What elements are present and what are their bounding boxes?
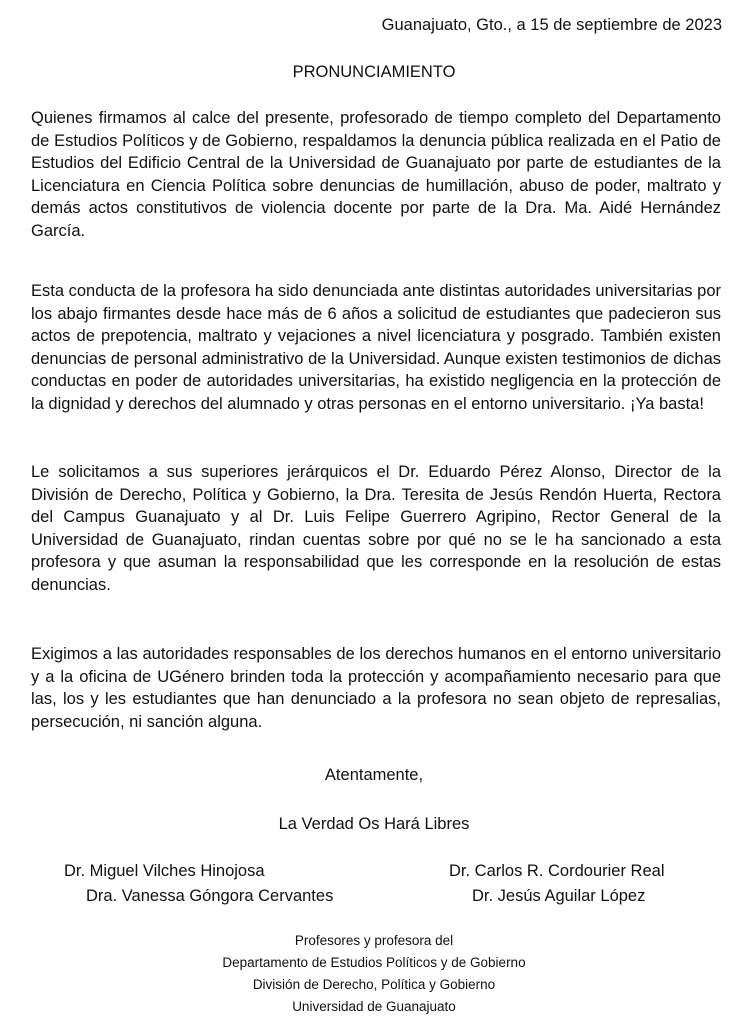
date-line: Guanajuato, Gto., a 15 de septiembre de 2023: [381, 16, 722, 34]
closing-salutation: Atentamente,: [324, 766, 424, 784]
motto: La Verdad Os Hará Libres: [278, 815, 470, 833]
paragraph-4: Exigimos a las autoridades responsables de los derechos humanos en el entorno universitario y a la oficina de UGénero brinden toda la protección y acompañamiento necesario para que las, los y les estudiantes que han denunciado a la profesora no sean objeto de represalias, persecución, ni sanción alguna.: [31, 645, 721, 731]
footer-line-4: Universidad de Guanajuato: [292, 999, 456, 1014]
signatory-2: Dra. Vanessa Góngora Cervantes: [86, 887, 334, 905]
signatory-4: Dr. Jesús Aguilar López: [472, 887, 646, 905]
signatory-1: Dr. Miguel Vilches Hinojosa: [64, 862, 265, 880]
footer-affiliation: [0, 930, 748, 1018]
paragraph-2: Esta conducta de la profesora ha sido denunciada ante distintas autoridades universitarias por los abajo firmantes desde hace más de 6 años a solicitud de estudiantes que padecieron sus actos de prepotencia, maltrato y vejaciones a nivel licenciatura y posgrado. También existen denuncias de personal administrativo de la Universidad. Aunque existen testimonios de dichas conductas en poder de autoridades universitarias, ha existido negligencia en la protección de la dignidad y derechos del alumnado y otras personas en el entorno universitario. ¡Ya basta!: [31, 282, 721, 413]
paragraph-1: Quienes firmamos al calce del presente, profesorado de tiempo completo del Departamento de Estudios Políticos y de Gobierno, respaldamos la denuncia pública realizada en el Patio de Estudios del Edificio Central de la Universidad de Guanajuato por parte de estudiantes de la Licenciatura en Ciencia Política sobre denuncias de humillación, abuso de poder, maltrato y demás actos constitutivos de violencia docente por parte de la Dra. Ma. Aidé Hernández García.: [31, 109, 721, 240]
footer-line-3: División de Derecho, Política y Gobierno: [252, 977, 496, 992]
paragraph-3: Le solicitamos a sus superiores jerárquicos el Dr. Eduardo Pérez Alonso, Director de la División de Derecho, Política y Gobierno, la Dra. Teresita de Jesús Rendón Huerta, Rectora del Campus Guanajuato y al Dr. Luis Felipe Guerrero Agripino, Rector General de la Universidad de Guanajuato, rindan cuentas sobre por qué no se le ha sancionado a esta profesora y que asuman la responsabilidad que les corresponde en la resolución de estas denuncias.: [31, 463, 721, 594]
footer-line-2: Departamento de Estudios Políticos y de Gobierno: [222, 955, 526, 970]
footer-line-1: Profesores y profesora del: [294, 933, 454, 948]
signatory-3: Dr. Carlos R. Cordourier Real: [449, 862, 665, 880]
document-heading: PRONUNCIAMIENTO: [292, 63, 456, 81]
